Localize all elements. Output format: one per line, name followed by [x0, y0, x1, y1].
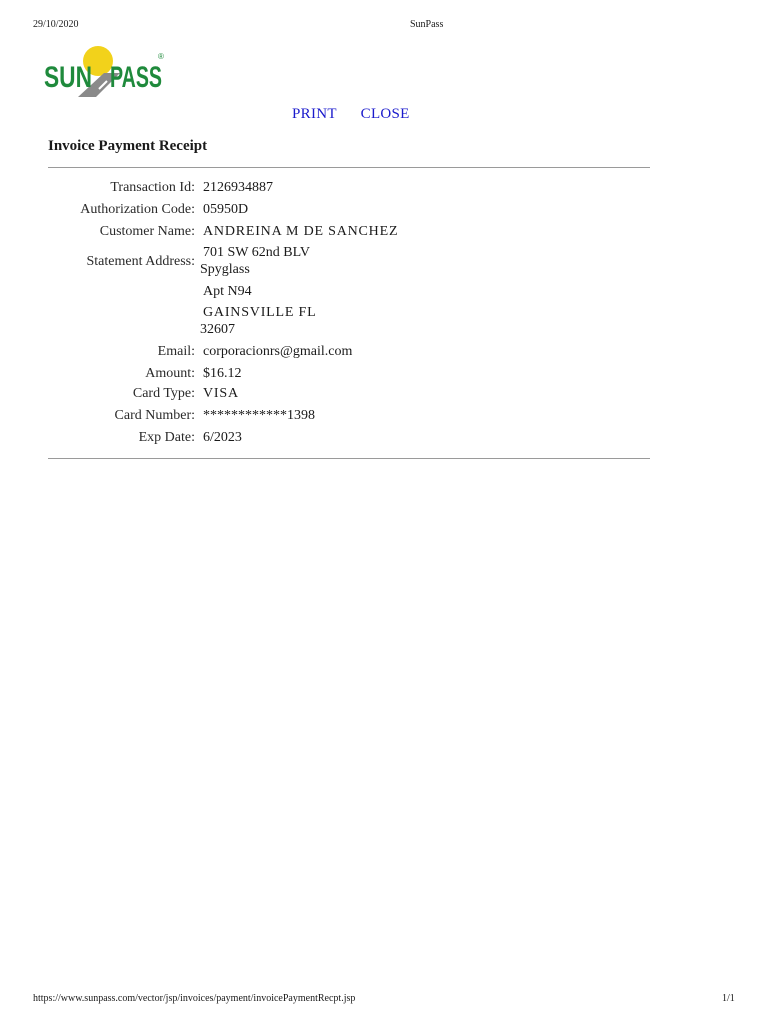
- logo-registered-mark: ®: [158, 52, 164, 61]
- address-line-1: 701 SW 62nd BLV: [203, 245, 310, 260]
- close-link[interactable]: CLOSE: [360, 106, 410, 122]
- card-number-label: Card Number:: [114, 408, 195, 423]
- card-number-value: ************1398: [203, 408, 315, 423]
- address-line-2: Spyglass: [200, 262, 250, 277]
- card-type-label: Card Type:: [132, 386, 195, 401]
- print-link[interactable]: PRINT: [292, 106, 337, 122]
- print-title: SunPass: [410, 19, 444, 30]
- bottom-divider: [48, 458, 650, 459]
- transaction-id-label: Transaction Id:: [110, 180, 195, 195]
- address-line-5: 32607: [200, 322, 235, 337]
- authorization-code-value: 05950D: [203, 202, 249, 217]
- statement-address-label: Statement Address:: [86, 254, 195, 269]
- logo-text-sun: SUN: [44, 61, 92, 94]
- address-line-4: GAINSVILLE FL: [203, 305, 317, 320]
- amount-value: $16.12: [203, 366, 242, 381]
- receipt-actions: [292, 106, 410, 123]
- card-type-value: VISA: [203, 386, 239, 401]
- print-date: 29/10/2020: [33, 19, 79, 30]
- amount-label: Amount:: [145, 366, 195, 381]
- receipt-title: Invoice Payment Receipt: [48, 138, 208, 154]
- customer-name-label: Customer Name:: [99, 224, 195, 239]
- sunpass-logo-graphic: [44, 43, 168, 99]
- email-label: Email:: [157, 344, 195, 359]
- print-page-number: 1/1: [722, 993, 735, 1004]
- exp-date-label: Exp Date:: [138, 430, 195, 445]
- email-value: corporacionrs@gmail.com: [203, 344, 353, 359]
- exp-date-value: 6/2023: [203, 430, 242, 445]
- sunpass-logo: [44, 43, 168, 99]
- logo-text-pass: PASS: [110, 61, 162, 94]
- customer-name-value: ANDREINA M DE SANCHEZ: [203, 224, 399, 239]
- address-line-3: Apt N94: [203, 284, 252, 299]
- print-footer-url: https://www.sunpass.com/vector/jsp/invoices/payment/invoicePaymentRecpt.jsp: [33, 993, 356, 1004]
- transaction-id-value: 2126934887: [203, 180, 273, 195]
- top-divider: [48, 167, 650, 168]
- authorization-code-label: Authorization Code:: [80, 202, 195, 217]
